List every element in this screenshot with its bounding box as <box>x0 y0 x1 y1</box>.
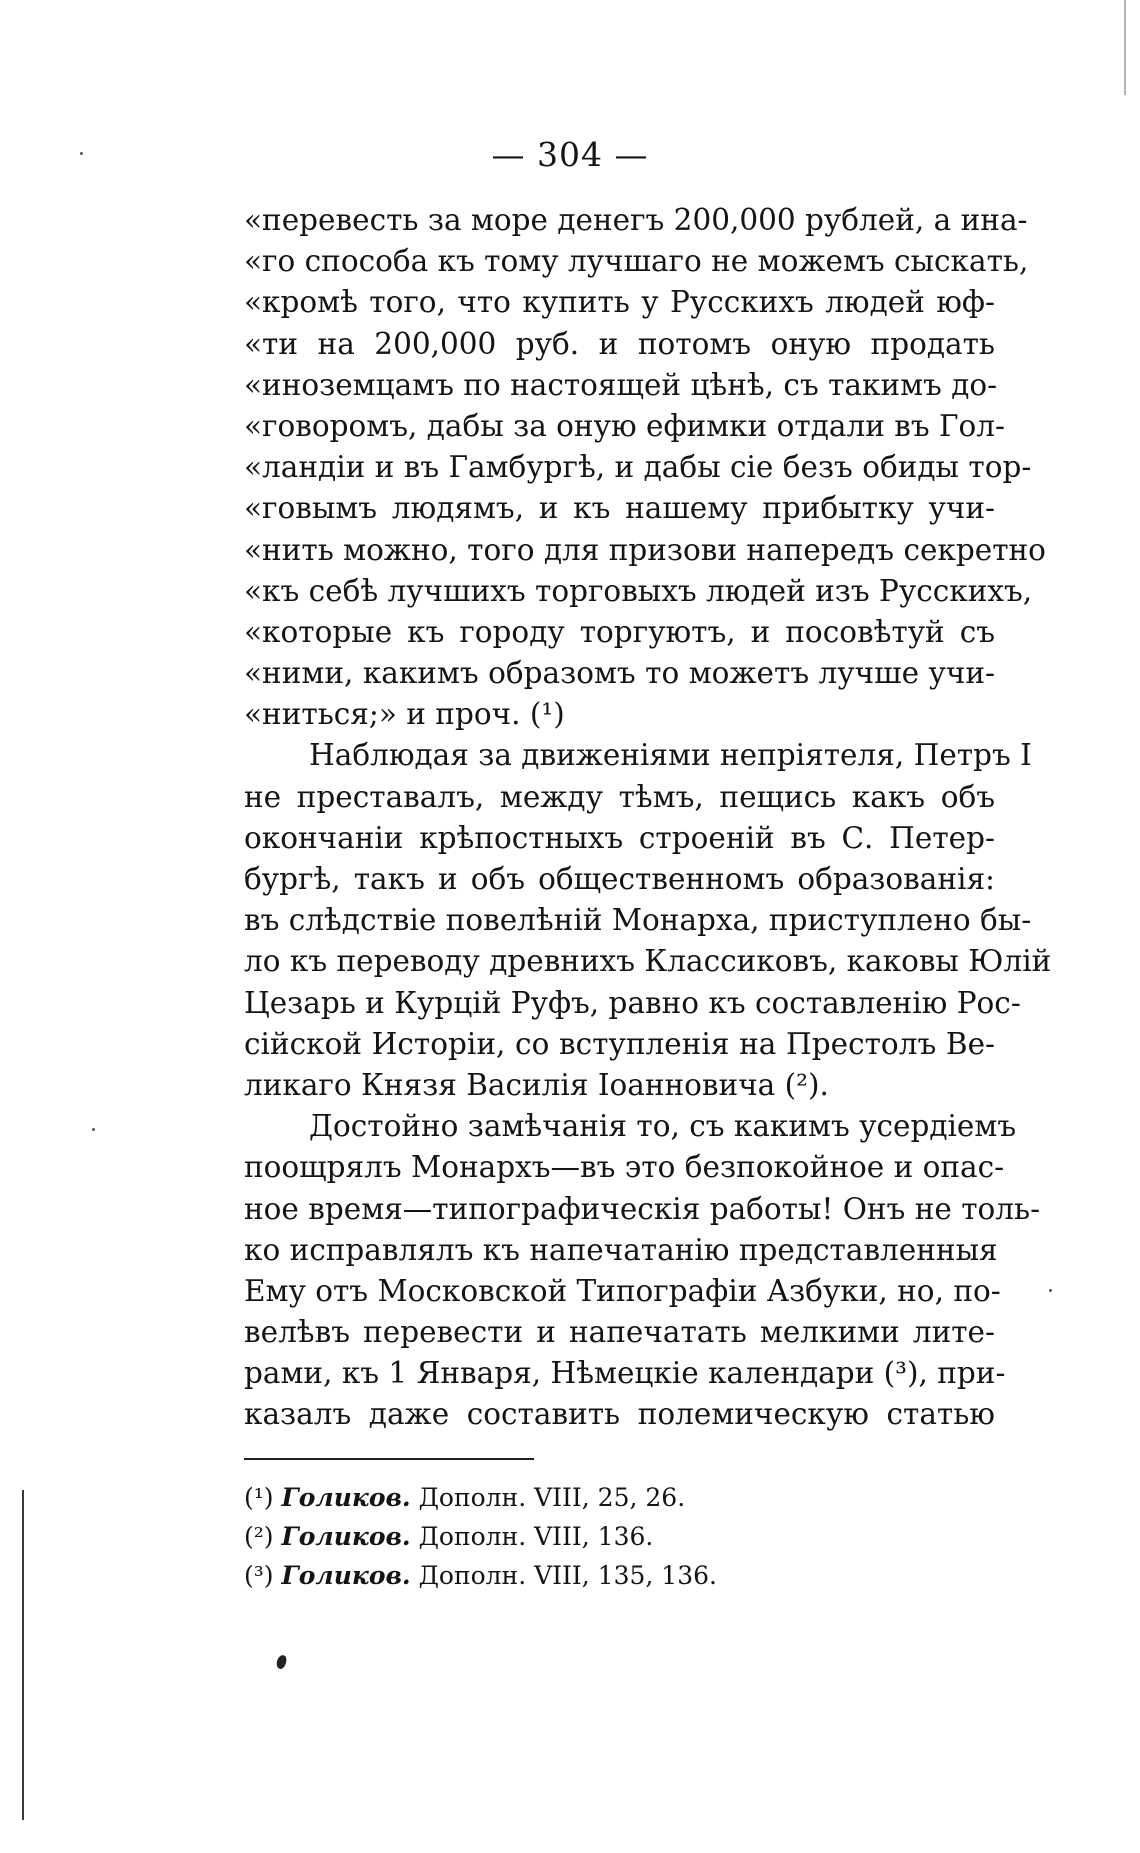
text-line: бургѣ, такъ и объ общественномъ образованія: <box>244 862 995 896</box>
text-line: «нить можно, того для призови напередъ секретно <box>244 532 1046 567</box>
text-line: «къ себѣ лучшихъ торговыхъ людей изъ Русскихъ, <box>244 573 1033 608</box>
text-line: Достойно замѣчанія то, съ какимъ усердіемъ <box>309 1109 1017 1144</box>
text-line: «которые къ городу торгуютъ, и посовѣтуй съ <box>244 614 995 649</box>
footnote-mark: (³) <box>244 1561 274 1590</box>
text-line: Наблюдая за движеніями непріятеля, Петръ I <box>309 738 1032 773</box>
text-line: поощрялъ Монархъ—въ это безпокойное и опас- <box>244 1150 1005 1185</box>
footnote <box>244 1517 944 1556</box>
text-line: не преставалъ, между тѣмъ, пещись какъ объ <box>244 779 995 814</box>
text-line: «говымъ людямъ, и къ нашему прибытку учи- <box>244 491 995 526</box>
scan-speck <box>1049 1289 1052 1292</box>
text-line: «ниться;» и проч. (¹) <box>244 697 565 732</box>
footnote-reference: Дополн. VIII, 136. <box>418 1522 654 1551</box>
text-line: Цезарь и Курцій Руфъ, равно къ составленію Рос- <box>244 985 1021 1020</box>
text-line: «кромѣ того, что купить у Русскихъ людей юф- <box>244 285 995 320</box>
text-line: окончаніи крѣпостныхъ строеній въ С. Петер- <box>244 820 995 855</box>
scan-edge-left <box>22 1490 24 1820</box>
footnote-mark: (²) <box>244 1522 274 1551</box>
page-number: — 304 — <box>491 135 649 174</box>
footnote-author: Голиков. <box>281 1483 411 1512</box>
footnote <box>244 1478 944 1517</box>
text-line: въ слѣдствіе повелѣній Монарха, приступлено бы- <box>244 903 1032 938</box>
text-line: рами, къ 1 Января, Нѣмецкіе календари (³), при- <box>244 1356 1006 1391</box>
text-line: казалъ даже составить полемическую статью <box>244 1397 995 1432</box>
scan-edge-right <box>1124 0 1126 95</box>
text-line: велѣвъ перевести и напечатать мелкими лите- <box>244 1315 995 1350</box>
text-line: «говоромъ, дабы за оную ефимки отдали въ Гол- <box>244 408 1006 443</box>
text-line: «го способа къ тому лучшаго не можемъ сыскать, <box>244 244 1029 279</box>
footnotes <box>244 1478 944 1595</box>
ink-blot <box>275 1654 288 1670</box>
text-line: Ему отъ Московской Типографіи Азбуки, но, по- <box>244 1273 1001 1308</box>
footnote <box>244 1556 944 1595</box>
text-line: сійской Исторіи, со вступленія на Престолъ Ве- <box>244 1026 995 1061</box>
text-line: ко исправлялъ къ напечатанію представленныя <box>244 1232 998 1267</box>
footnote-rule <box>244 1458 534 1460</box>
footnote-reference: Дополн. VIII, 25, 26. <box>418 1483 686 1512</box>
text-line: «ландіи и въ Гамбургѣ, и дабы сіе безъ обиды тор- <box>244 450 1032 485</box>
text-line: ное время—типографическія работы! Онъ не толь- <box>244 1191 1041 1226</box>
body-text <box>244 200 1052 1436</box>
footnote-reference: Дополн. VIII, 135, 136. <box>418 1561 717 1590</box>
text-line: «иноземцамъ по настоящей цѣнѣ, съ такимъ до- <box>244 367 998 402</box>
footnote-author: Голиков. <box>281 1522 411 1551</box>
text-line: «ти на 200,000 руб. и потомъ оную продать <box>244 326 995 361</box>
footnote-author: Голиков. <box>281 1561 411 1590</box>
text-line: ло къ переводу древнихъ Классиковъ, каковы Юлій <box>244 944 1052 979</box>
text-line: «ними, какимъ образомъ то можетъ лучше учи- <box>244 656 995 691</box>
footnote-mark: (¹) <box>244 1483 274 1512</box>
text-line: «перевесть за море денегъ 200,000 рублей, а ина- <box>244 203 1028 237</box>
scan-speck <box>92 1128 95 1131</box>
text-line: ликаго Князя Василія Іоанновича (²). <box>244 1067 829 1102</box>
